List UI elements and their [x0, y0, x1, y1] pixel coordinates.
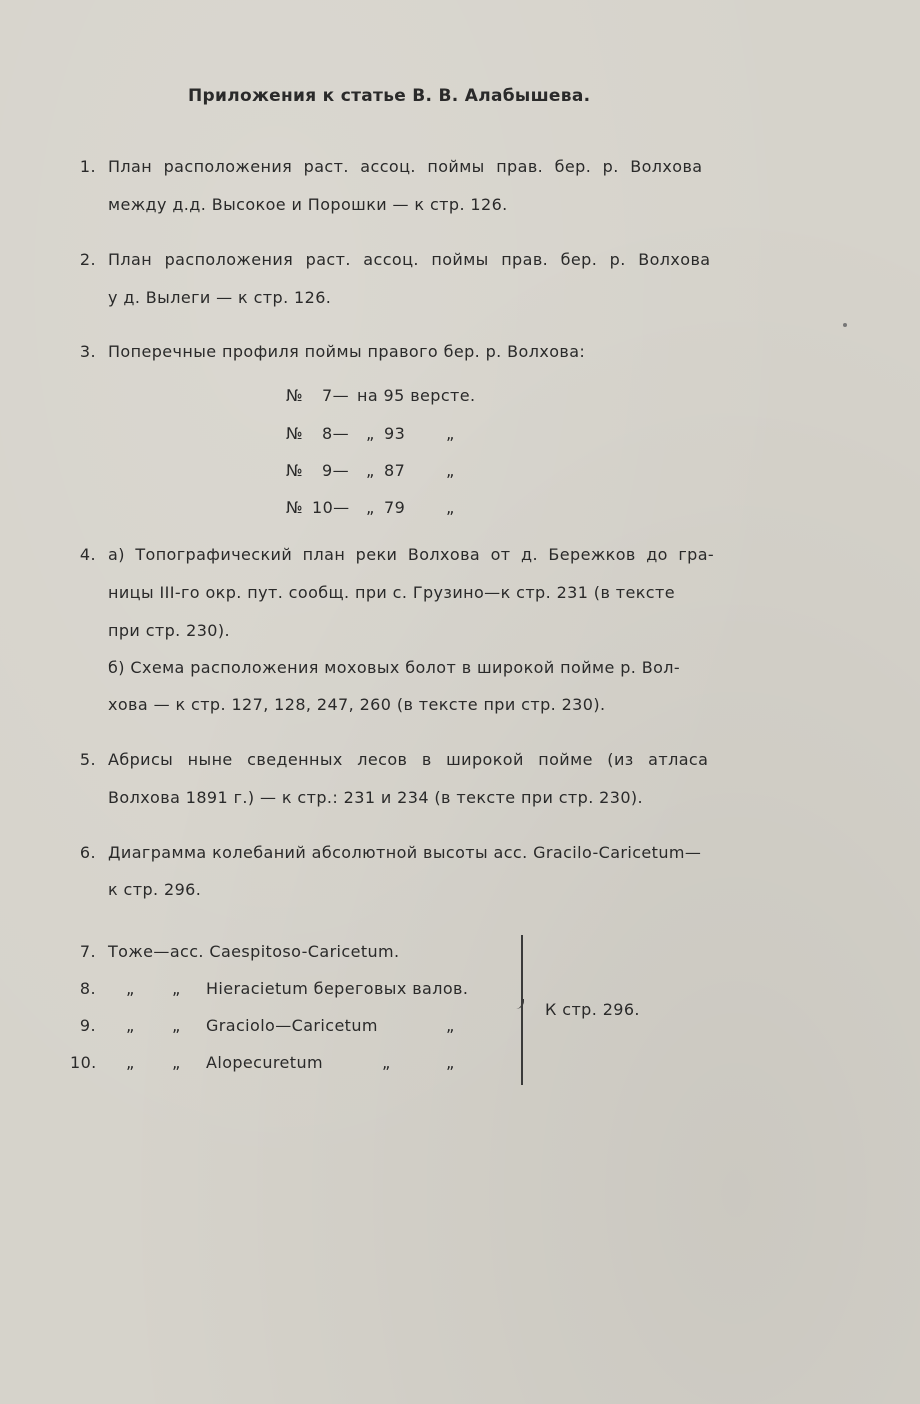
item-line: б) Схема расположения моховых болот в широкой пойме р. Вол- [108, 658, 681, 677]
profile-verst: 93 [384, 424, 406, 443]
brace-bracket [521, 935, 523, 1085]
profile-number: 9— [322, 461, 349, 480]
item-line: Диаграмма колебаний абсолютной высоты асс. Gracilo-Caricetum— [108, 843, 702, 862]
item-line: План расположения раст. ассоц. поймы прав. бер. р. Волхова [108, 157, 703, 176]
profile-text: на 95 версте. [357, 386, 476, 405]
item-line: у д. Вылеги — к стр. 126. [108, 288, 332, 307]
profile-number: 8— [322, 424, 349, 443]
profile-verst: 79 [384, 498, 406, 517]
item-line: ницы III-го окр. пут. сообщ. при с. Грузино—к стр. 231 (в тексте [108, 583, 675, 602]
group-text: Тоже—асс. Caespitoso-Caricetum. [108, 942, 400, 961]
paper-speck [843, 323, 847, 327]
ditto-mark: „ [446, 424, 455, 443]
item-line: хова — к стр. 127, 128, 247, 260 (в тексте при стр. 230). [108, 695, 606, 714]
ditto-mark: „ [446, 1016, 455, 1035]
ditto-mark: „ [446, 461, 455, 480]
item-number: 6. [79, 843, 96, 862]
profile-verst: 87 [384, 461, 406, 480]
item-line: Абрисы ныне сведенных лесов в широкой пойме (из атласа [108, 750, 709, 769]
ditto-mark: „ [172, 979, 181, 998]
ditto-mark: „ [126, 1053, 135, 1072]
item-line: План расположения раст. ассоц. поймы прав. бер. р. Волхова [108, 250, 711, 269]
item-number: 10. [70, 1053, 97, 1072]
ditto-mark: „ [172, 1016, 181, 1035]
item-line: Волхова 1891 г.) — к стр.: 231 и 234 (в тексте при стр. 230). [108, 788, 644, 807]
item-number: 7. [79, 942, 96, 961]
item-line: между д.д. Высокое и Порошки — к стр. 126. [108, 195, 508, 214]
item-line: а) Топографический план реки Волхова от д. Бережков до гра- [108, 545, 715, 564]
item-number: 3. [79, 342, 96, 361]
item-number: 5. [79, 750, 96, 769]
ditto-mark: „ [126, 979, 135, 998]
group-text: Alopecuretum [206, 1053, 323, 1072]
item-line: Поперечные профиля поймы правого бер. р. Волхова: [108, 342, 586, 361]
ditto-mark: „ [126, 1016, 135, 1035]
ditto-mark: „ [446, 1053, 455, 1072]
group-text: Hieracietum береговых валов. [206, 979, 469, 998]
number-sign: № [286, 386, 304, 405]
page-title: Приложения к статье В. В. Алабышева. [188, 86, 591, 106]
item-number: 2. [79, 250, 96, 269]
item-number: 1. [79, 157, 96, 176]
item-number: 4. [79, 545, 96, 564]
ditto-mark: „ [382, 1053, 391, 1072]
group-text: Graciolo—Caricetum [206, 1016, 378, 1035]
number-sign: № [286, 424, 304, 443]
number-sign: № [286, 461, 304, 480]
item-line: при стр. 230). [108, 621, 231, 640]
profile-number: 7— [322, 386, 349, 405]
ditto-mark: „ [446, 498, 455, 517]
profile-number: 10— [312, 498, 350, 517]
ditto-mark: „ [366, 498, 375, 517]
ditto-mark: „ [366, 424, 375, 443]
number-sign: № [286, 498, 304, 517]
ditto-mark: „ [172, 1053, 181, 1072]
item-line: к стр. 296. [108, 880, 202, 899]
ditto-mark: „ [366, 461, 375, 480]
item-number: 8. [79, 979, 96, 998]
item-number: 9. [79, 1016, 96, 1035]
brace-label: К стр. 296. [545, 1000, 640, 1019]
